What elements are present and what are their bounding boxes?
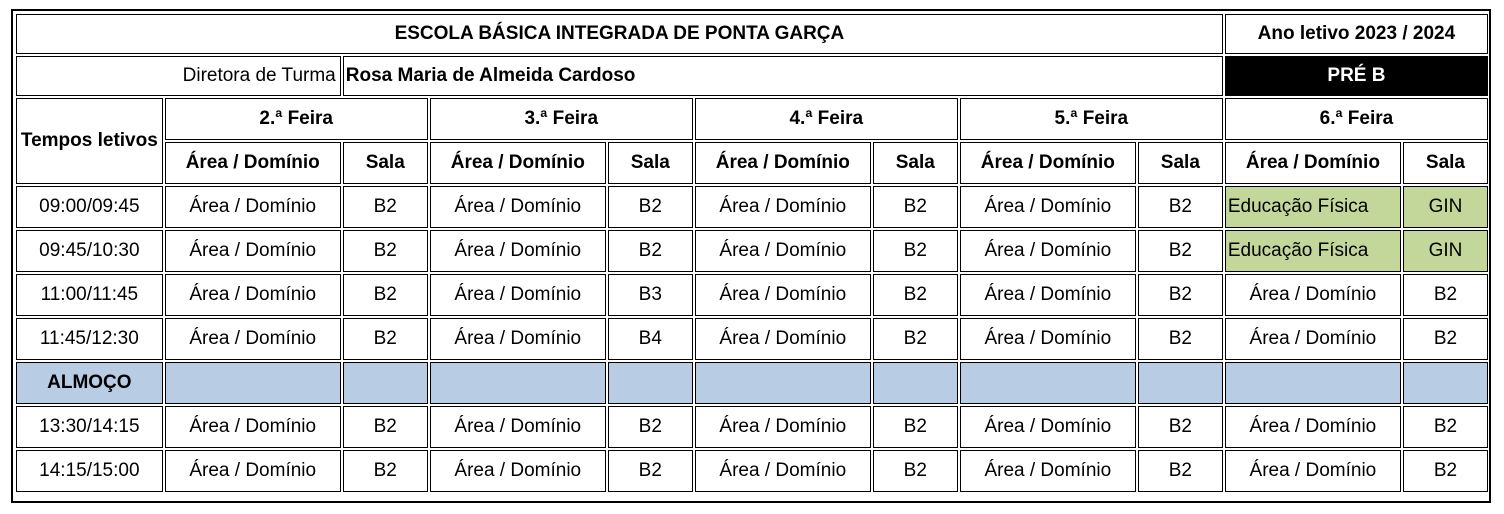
area-cell: Área / Domínio xyxy=(960,230,1136,272)
area-cell: Área / Domínio xyxy=(960,318,1136,360)
room-cell: B2 xyxy=(1138,318,1223,360)
room-header: Sala xyxy=(1403,142,1488,184)
time-slot: 09:00/09:45 xyxy=(16,186,163,228)
area-header: Área / Domínio xyxy=(165,142,341,184)
area-header: Área / Domínio xyxy=(430,142,606,184)
table-row xyxy=(16,230,1488,272)
area-cell: Área / Domínio xyxy=(1225,318,1401,360)
area-cell: Educação Física xyxy=(1225,230,1401,272)
school-year: Ano letivo 2023 / 2024 xyxy=(1225,14,1488,54)
room-cell: B2 xyxy=(343,230,428,272)
area-cell: Área / Domínio xyxy=(960,186,1136,228)
day-header: 4.ª Feira xyxy=(695,98,958,140)
room-cell: GIN xyxy=(1403,230,1488,272)
table-row xyxy=(16,186,1488,228)
table-row xyxy=(16,406,1488,448)
lunch-cell xyxy=(960,362,1136,404)
lunch-cell xyxy=(1225,362,1401,404)
room-cell: B2 xyxy=(873,318,958,360)
area-cell: Área / Domínio xyxy=(1225,406,1401,448)
table-row xyxy=(16,450,1488,492)
area-cell: Área / Domínio xyxy=(960,406,1136,448)
time-slot: 13:30/14:15 xyxy=(16,406,163,448)
room-cell: B2 xyxy=(1138,186,1223,228)
room-cell: B2 xyxy=(873,450,958,492)
room-cell: B2 xyxy=(608,406,693,448)
room-cell: B2 xyxy=(1138,230,1223,272)
area-cell: Área / Domínio xyxy=(430,274,606,316)
lunch-cell xyxy=(1403,362,1488,404)
area-cell: Área / Domínio xyxy=(430,406,606,448)
room-cell: B2 xyxy=(343,318,428,360)
day-header: 6.ª Feira xyxy=(1225,98,1488,140)
lunch-cell xyxy=(873,362,958,404)
area-header: Área / Domínio xyxy=(695,142,871,184)
room-header: Sala xyxy=(873,142,958,184)
room-cell: B2 xyxy=(873,406,958,448)
area-cell: Área / Domínio xyxy=(1225,450,1401,492)
room-cell: B2 xyxy=(343,186,428,228)
room-cell: B2 xyxy=(873,230,958,272)
room-header: Sala xyxy=(1138,142,1223,184)
area-cell: Área / Domínio xyxy=(430,318,606,360)
area-cell: Área / Domínio xyxy=(960,274,1136,316)
lunch-cell xyxy=(695,362,871,404)
time-slot: 11:45/12:30 xyxy=(16,318,163,360)
day-header: 5.ª Feira xyxy=(960,98,1223,140)
table-row xyxy=(16,274,1488,316)
area-cell: Área / Domínio xyxy=(960,450,1136,492)
room-cell: B2 xyxy=(343,450,428,492)
times-header: Tempos letivos xyxy=(16,98,163,184)
room-cell: B2 xyxy=(608,186,693,228)
room-cell: B2 xyxy=(1403,406,1488,448)
area-cell: Área / Domínio xyxy=(165,406,341,448)
table-row xyxy=(16,318,1488,360)
room-cell: B2 xyxy=(1138,450,1223,492)
area-cell: Área / Domínio xyxy=(430,186,606,228)
lunch-cell xyxy=(608,362,693,404)
director-label: Diretora de Turma xyxy=(16,56,341,96)
room-cell: B2 xyxy=(608,230,693,272)
area-cell: Área / Domínio xyxy=(695,318,871,360)
area-header: Área / Domínio xyxy=(960,142,1136,184)
room-cell: B2 xyxy=(343,406,428,448)
schedule-table xyxy=(14,12,1490,494)
room-cell: B3 xyxy=(608,274,693,316)
room-cell: B2 xyxy=(873,186,958,228)
room-cell: B2 xyxy=(1403,274,1488,316)
room-cell: B2 xyxy=(1138,274,1223,316)
area-cell: Área / Domínio xyxy=(1225,274,1401,316)
lunch-row xyxy=(16,362,1488,404)
area-cell: Área / Domínio xyxy=(165,230,341,272)
lunch-cell xyxy=(343,362,428,404)
room-cell: B2 xyxy=(1403,450,1488,492)
area-cell: Área / Domínio xyxy=(695,274,871,316)
time-slot: 14:15/15:00 xyxy=(16,450,163,492)
day-header: 2.ª Feira xyxy=(165,98,428,140)
room-cell: B2 xyxy=(608,450,693,492)
area-header: Área / Domínio xyxy=(1225,142,1401,184)
area-cell: Área / Domínio xyxy=(695,230,871,272)
director-name: Rosa Maria de Almeida Cardoso xyxy=(343,56,1223,96)
room-cell: B2 xyxy=(873,274,958,316)
time-slot: 11:00/11:45 xyxy=(16,274,163,316)
room-cell: B2 xyxy=(1138,406,1223,448)
area-cell: Área / Domínio xyxy=(430,450,606,492)
class-name: PRÉ B xyxy=(1225,56,1488,96)
area-cell: Educação Física xyxy=(1225,186,1401,228)
area-cell: Área / Domínio xyxy=(165,186,341,228)
area-cell: Área / Domínio xyxy=(165,274,341,316)
area-cell: Área / Domínio xyxy=(695,186,871,228)
lunch-cell xyxy=(1138,362,1223,404)
time-slot: 09:45/10:30 xyxy=(16,230,163,272)
area-cell: Área / Domínio xyxy=(695,406,871,448)
area-cell: Área / Domínio xyxy=(165,318,341,360)
area-cell: Área / Domínio xyxy=(695,450,871,492)
lunch-cell xyxy=(430,362,606,404)
room-cell: GIN xyxy=(1403,186,1488,228)
room-cell: B2 xyxy=(343,274,428,316)
school-title: ESCOLA BÁSICA INTEGRADA DE PONTA GARÇA xyxy=(16,14,1223,54)
day-header: 3.ª Feira xyxy=(430,98,693,140)
lunch-label: ALMOÇO xyxy=(16,362,163,404)
room-cell: B4 xyxy=(608,318,693,360)
room-header: Sala xyxy=(608,142,693,184)
area-cell: Área / Domínio xyxy=(165,450,341,492)
room-header: Sala xyxy=(343,142,428,184)
room-cell: B2 xyxy=(1403,318,1488,360)
lunch-cell xyxy=(165,362,341,404)
area-cell: Área / Domínio xyxy=(430,230,606,272)
